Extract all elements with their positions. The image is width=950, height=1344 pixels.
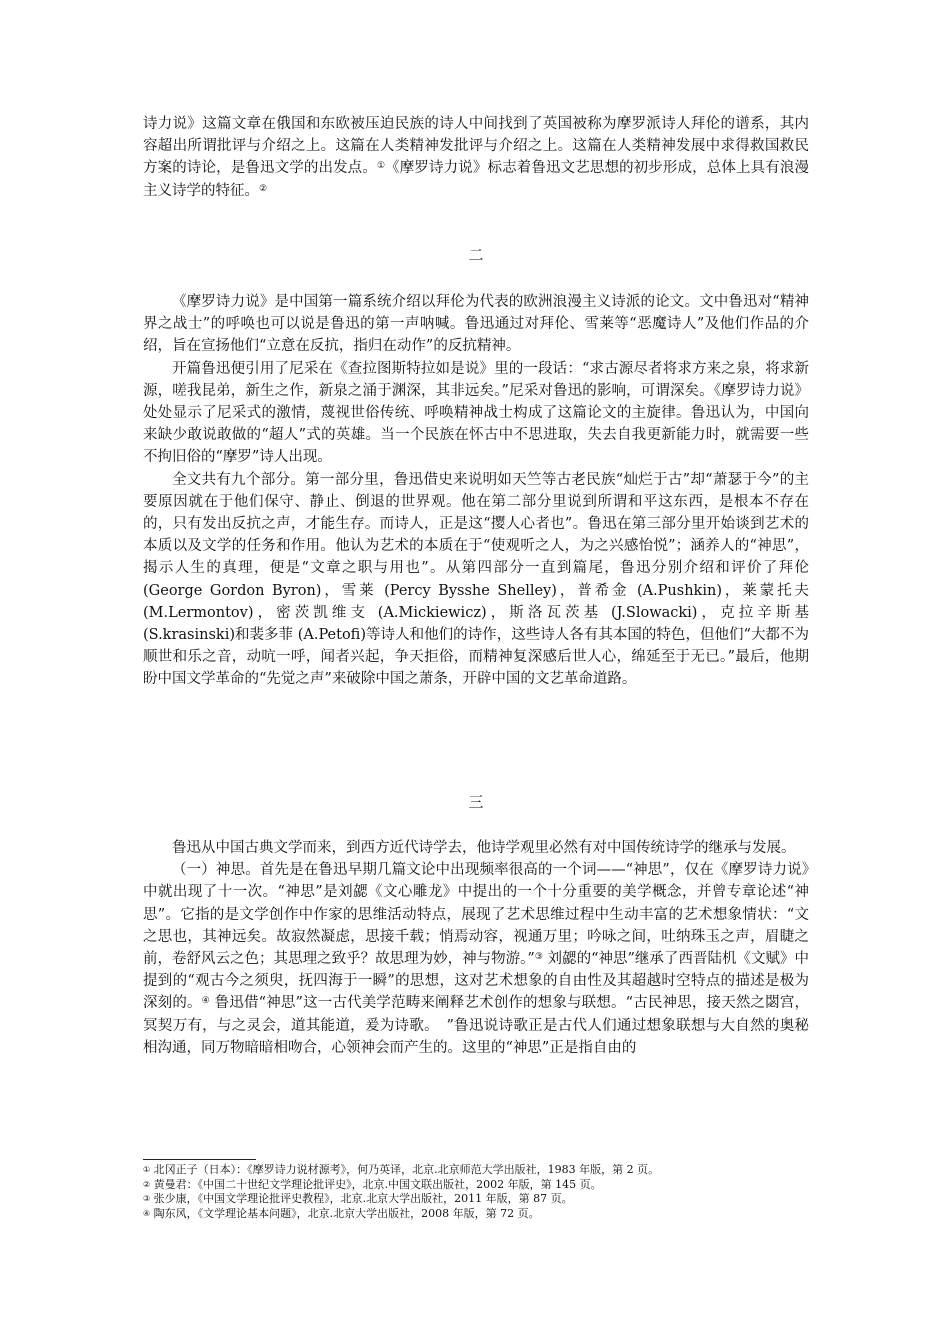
intro-paragraph xyxy=(143,113,809,202)
intro-text-2: 《摩罗诗力说》标志着鲁迅文艺思想的初步形成，总体上具有浪漫主义诗学的特征。 xyxy=(143,160,810,199)
section-2-paragraph: 《摩罗诗力说》是中国第一篇系统介绍以拜伦为代表的欧洲浪漫主义诗派的论文。文中鲁迅对“精神界之战士”的呼唤也可以说是鲁迅的第一声呐喊。鲁迅通过对拜伦、雪莱等“恶魔诗人”及他们作品的介绍，旨在宣扬他们“立意在反抗，指归在动作”的反抗精神。 xyxy=(143,294,809,355)
footnote-item xyxy=(143,1163,823,1178)
section-2-paragraph: 开篇鲁迅便引用了尼采在《查拉图斯特拉如是说》里的一段话：“求古源尽者将求方来之泉，将求新源，嗟我昆弟，新生之作，新泉之涌于渊深，其非远矣。”尼采对鲁迅的影响，可谓深矣。《摩罗诗力说》处处显示了尼采式的激情，蔑视世俗传统、呼唤精神战士构成了这篇论文的主旋律。鲁迅认为，中国向来缺少敢说敢做的“超人”式的英雄。当一个民族在怀古中不思进取，失去自我更新能力时，就需要一些不拘旧俗的“摩罗”诗人出现。 xyxy=(143,360,809,466)
section-heading-3: 三 xyxy=(468,793,484,811)
footnote-mark: ① xyxy=(143,1165,151,1174)
intro-block xyxy=(143,113,809,202)
section-2-body xyxy=(143,291,809,691)
footnote-item xyxy=(143,1192,823,1207)
section-3-text-b: 刘勰的“神思”继承了西晋陆机《文赋》中提到的“观古今之须臾，抚四海于一瞬”的思想，这对艺术想象的自由性及其超越时空特点的描述是极为深刻的。 xyxy=(143,951,809,1012)
footnote-mark: ② xyxy=(143,1179,151,1189)
footnote-separator xyxy=(143,1159,256,1160)
footnote-mark: ④ xyxy=(143,1208,151,1218)
footnotes-list xyxy=(143,1163,823,1221)
footnote-text: 北冈正子（日本）：《摩罗诗力说材源考》，何乃英译，北京.北京师范大学出版社，1983 年版，第 2 页。 xyxy=(150,1163,660,1176)
footnote-text: 黄曼君：《中国二十世纪文学理论批评史》，北京.中国文联出版社，2002 年版，第 145 页。 xyxy=(150,1177,602,1191)
section-heading-2: 二 xyxy=(468,246,484,264)
footnote-ref-3: ③ xyxy=(534,952,543,963)
section-3-paragraph: 鲁迅从中国古典文学而来，到西方近代诗学去，他诗学观里必然有对中国传统诗学的继承与发展。 xyxy=(172,840,796,856)
section-3-text-a: （一）神思。首先是在鲁迅早期几篇文论中出现频率很高的一个词——“神思”，仅在《摩罗诗力说》中就出现了十一次。“神思”是刘勰《文心雕龙》中提出的一个十分重要的美学概念，并曾专章论述“神思”。它指的是文学创作中作家的思维活动特点，展现了艺术思维过程中生动丰富的艺术想象情状：“文之思也，其神远矣。故寂然凝虑，思接千载；悄焉动容，视通万里；吟咏之间，吐纳珠玉之声，眉睫之前，卷舒风云之色；其思理之致乎？故思理为妙，神与物游。” xyxy=(143,862,809,968)
footnote-item xyxy=(143,1178,823,1193)
footnote-item xyxy=(143,1207,823,1222)
footnote-ref-4: ④ xyxy=(201,996,210,1007)
footnote-text: 陶东风，《文学理论基本问题》，北京.北京大学出版社，2008 年版，第 72 页。 xyxy=(150,1206,540,1220)
section-3-text-c: 鲁迅借“神思”这一古代美学范畴来阐释艺术创作的想象与联想。“古民神思，接天然之閟宫，冥契万有，与之灵会，道其能道，爰为诗歌。 ”鲁迅说诗歌正是古代人们通过想象联想与大自然的奥秘相沟通，同万物暗暗相吻合，心领神会而产生的。这里的“神思”正是指自由的 xyxy=(143,995,809,1056)
footnote-mark: ③ xyxy=(143,1194,151,1204)
footnote-ref-2: ② xyxy=(259,183,268,194)
section-3-paragraph xyxy=(143,859,809,1059)
section-2-paragraph: 全文共有九个部分。第一部分里，鲁迅借史来说明如天竺等古老民族“灿烂于古”却“萧瑟于今”的主要原因就在于他们保守、静止、倒退的世界观。他在第二部分里说到所谓和平这东西，是根本不存在的，只有发出反抗之声，才能生存。而诗人，正是这“撄人心者也”。鲁迅在第三部分里开始谈到艺术的本质以及文学的任务和作用。他认为艺术的本质在于“使观听之人，为之兴感怡悦”；涵养人的“神思”，揭示人生的真理，便是“文章之职与用也”。从第四部分一直到篇尾，鲁迅分别介绍和评价了拜伦 (George Gordon Byron)，雪莱 (Percy Bysshe Shelley)，普希金 (A.Pushkin)，莱蒙托夫 (M.Lermontov)，密茨凯维支 (A.Mickiewicz)，斯洛瓦茨基 (J.Slowacki)，克拉辛斯基 (S.krasinski)和裴多菲 (A.Petofi)等诗人和他们的诗作，这些诗人各有其本国的特色，但他们“大都不为顺世和乐之音，动吭一呼，闻者兴起，争天拒俗，而精神复深感后世人心，绵延至于无已。”最后，他期盼中国文学革命的“先觉之声”来破除中国之萧条，开辟中国的文艺革命道路。 xyxy=(143,471,809,688)
footnote-ref-1: ① xyxy=(376,161,386,172)
footnote-text: 张少康，《中国文学理论批评史教程》，北京.北京大学出版社，2011 年版，第 87 页。 xyxy=(150,1192,573,1206)
intro-text-1: 诗力说》这篇文章在俄国和东欧被压迫民族的诗人中间找到了英国被称为摩罗派诗人拜伦的谱系，其内容超出所谓批评与介绍之上。这篇在人类精神发批评与介绍之上。这篇在人类精神发展中求得救国救民方案的诗论，是鲁迅文学的出发点。 xyxy=(143,116,809,177)
section-3-body xyxy=(143,837,809,1059)
